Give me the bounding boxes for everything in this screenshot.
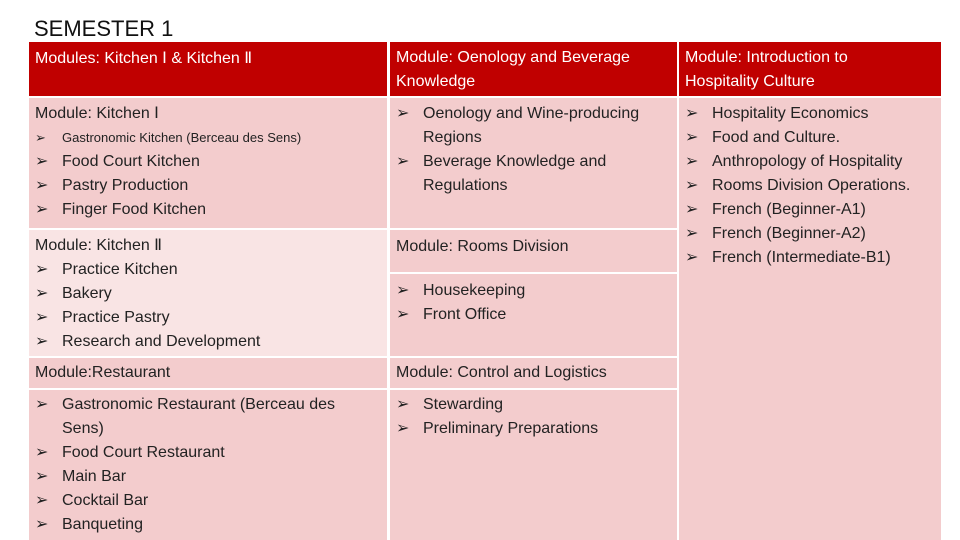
arrow-bullet-icon: ➢ <box>396 420 410 437</box>
arrow-bullet-icon: ➢ <box>685 129 699 146</box>
arrow-bullet-icon: ➢ <box>685 177 699 194</box>
header-oenology <box>390 42 677 96</box>
list-item: ➢ Banqueting <box>35 513 381 537</box>
list-item: ➢ Preliminary Preparations <box>396 417 671 441</box>
arrow-bullet-icon: ➢ <box>35 153 49 170</box>
header-oenology-line2: Knowledge <box>396 73 476 90</box>
control-logistics-header <box>390 358 677 388</box>
header-hospitality-line2: Hospitality Culture <box>685 73 815 90</box>
arrow-bullet-icon: ➢ <box>396 306 410 323</box>
list-item: ➢ Food Court Kitchen <box>35 150 381 174</box>
rooms-division-header <box>390 230 677 272</box>
oenology-list <box>396 102 671 198</box>
arrow-bullet-icon: ➢ <box>685 249 699 266</box>
list-item: ➢ Stewarding <box>396 393 671 417</box>
control-logistics-section <box>390 390 677 540</box>
list-item: ➢ Anthropology of Hospitality <box>685 150 935 174</box>
list-item: ➢ French (Beginner-A2) <box>685 222 935 246</box>
arrow-bullet-icon: ➢ <box>396 282 410 299</box>
arrow-bullet-icon: ➢ <box>35 492 49 509</box>
list-item: ➢ Research and Development <box>35 330 381 354</box>
list-item: ➢ Finger Food Kitchen <box>35 198 381 222</box>
list-item: ➢ Practice Pastry <box>35 306 381 330</box>
control-logistics-list <box>396 393 671 441</box>
list-item: ➢ Food and Culture. <box>685 126 935 150</box>
oenology-section <box>390 98 677 228</box>
list-item: ➢ Gastronomic Kitchen (Berceau des Sens) <box>35 126 381 150</box>
arrow-bullet-icon: ➢ <box>35 201 49 218</box>
header-oenology-line1: Module: Oenology and Beverage <box>396 49 630 66</box>
arrow-bullet-icon: ➢ <box>685 201 699 218</box>
arrow-bullet-icon: ➢ <box>35 516 49 533</box>
arrow-bullet-icon: ➢ <box>35 309 49 326</box>
list-item: ➢ Food Court Restaurant <box>35 441 381 465</box>
hospitality-culture-section <box>679 98 941 540</box>
list-item: ➢ Housekeeping <box>396 279 671 303</box>
list-item: ➢ Gastronomic Restaurant (Berceau des Sens) <box>35 393 381 441</box>
list-item: ➢ French (Intermediate-B1) <box>685 246 935 270</box>
arrow-bullet-icon: ➢ <box>396 105 410 122</box>
header-hospitality-line1: Module: Introduction to <box>685 49 848 66</box>
kitchen1-list <box>35 126 381 222</box>
arrow-bullet-icon: ➢ <box>35 333 49 350</box>
list-item: ➢ Oenology and Wine-producing Regions <box>396 102 641 150</box>
header-kitchen-modules <box>29 42 387 96</box>
arrow-bullet-icon: ➢ <box>685 153 699 170</box>
restaurant-list <box>35 393 381 537</box>
list-item: ➢ Main Bar <box>35 465 381 489</box>
arrow-bullet-icon: ➢ <box>685 225 699 242</box>
kitchen2-list <box>35 258 381 354</box>
arrow-bullet-icon: ➢ <box>35 396 49 413</box>
list-item: ➢ French (Beginner-A1) <box>685 198 935 222</box>
arrow-bullet-icon: ➢ <box>35 261 49 278</box>
arrow-bullet-icon: ➢ <box>396 396 410 413</box>
rooms-division-section <box>390 274 677 356</box>
restaurant-header-label: Module:Restaurant <box>35 364 171 381</box>
arrow-bullet-icon: ➢ <box>35 468 49 485</box>
list-item: ➢ Hospitality Economics <box>685 102 935 126</box>
kitchen1-section <box>29 98 387 228</box>
list-item: ➢ Rooms Division Operations. <box>685 174 935 198</box>
header-hospitality-culture <box>679 42 941 96</box>
list-item: ➢ Pastry Production <box>35 174 381 198</box>
arrow-bullet-icon: ➢ <box>35 130 46 145</box>
control-logistics-header-label: Module: Control and Logistics <box>396 364 607 381</box>
restaurant-section <box>29 390 387 540</box>
rooms-division-header-label: Module: Rooms Division <box>396 238 569 255</box>
page-title: SEMESTER 1 <box>34 16 174 41</box>
kitchen2-title: Module: Kitchen Ⅱ <box>35 237 163 254</box>
list-item: ➢ Beverage Knowledge and Regulations <box>396 150 641 198</box>
list-item: ➢ Cocktail Bar <box>35 489 381 513</box>
hospitality-culture-list <box>685 102 935 270</box>
kitchen1-title: Module: Kitchen Ⅰ <box>35 105 159 122</box>
arrow-bullet-icon: ➢ <box>396 153 410 170</box>
arrow-bullet-icon: ➢ <box>35 177 49 194</box>
arrow-bullet-icon: ➢ <box>685 105 699 122</box>
list-item: ➢ Bakery <box>35 282 381 306</box>
rooms-division-list <box>396 279 671 327</box>
kitchen2-section <box>29 230 387 356</box>
arrow-bullet-icon: ➢ <box>35 444 49 461</box>
list-item: ➢ Practice Kitchen <box>35 258 381 282</box>
list-item: ➢ Front Office <box>396 303 671 327</box>
arrow-bullet-icon: ➢ <box>35 285 49 302</box>
header-kitchen-modules-label: Modules: Kitchen Ⅰ & Kitchen Ⅱ <box>35 50 253 67</box>
restaurant-header <box>29 358 387 388</box>
